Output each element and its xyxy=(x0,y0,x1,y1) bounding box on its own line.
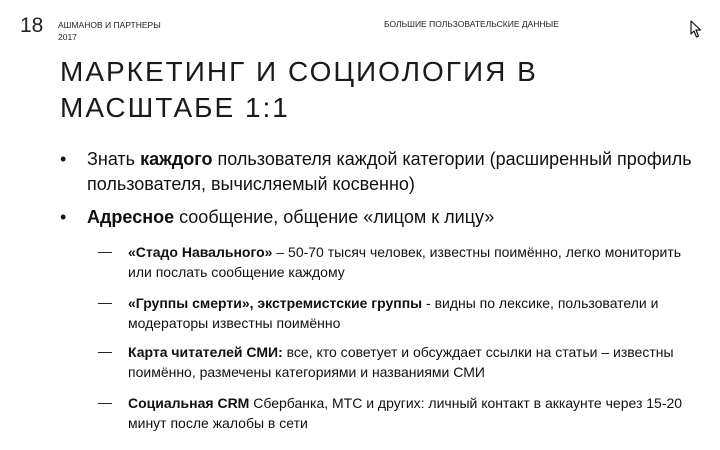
sub-item-dash: — xyxy=(98,294,112,310)
sub-item-text xyxy=(128,293,688,333)
bullet-text-bold: каждого xyxy=(140,149,213,169)
company-year: 2017 xyxy=(58,32,77,42)
page-number: 18 xyxy=(20,14,44,37)
sub-item-post: все, кто советует и обсуждает ссылки на статьи – известны поимённо, размечены категориями и названиями СМИ xyxy=(128,344,674,380)
sub-item-post: – 50-70 тысяч человек, известны поимённо, легко мониторить или послать сообщение каждому xyxy=(128,244,682,280)
bullet-text-post: пользователя каждой категории (расширенный профиль пользователя, вычисляемый косвенно) xyxy=(87,149,692,194)
sub-item-bold: «Группы смерти», экстремистские группы xyxy=(128,295,423,311)
slide-title-line-1: МАРКЕТИНГ И СОЦИОЛОГИЯ В xyxy=(60,56,538,87)
bullet-text xyxy=(87,147,697,197)
section-title: БОЛЬШИЕ ПОЛЬЗОВАТЕЛЬСКИЕ ДАННЫЕ xyxy=(384,19,559,29)
bullet-text-post: сообщение, общение «лицом к лицу» xyxy=(174,207,495,227)
sub-item-dash: — xyxy=(98,343,112,359)
company-name: АШМАНОВ И ПАРТНЕРЫ xyxy=(58,20,161,30)
sub-item-dash: — xyxy=(98,394,112,410)
bullet-text xyxy=(87,205,697,230)
sub-item-post: Сбербанка, МТС и других: личный контакт в аккаунте через 15-20 минут после жалобы в сети xyxy=(128,395,683,431)
sub-item-text xyxy=(128,342,688,382)
slide-title-line-2: МАСШТАБЕ 1:1 xyxy=(60,92,290,123)
slide-title xyxy=(60,54,660,126)
company-label xyxy=(58,19,161,43)
bullet-mark: • xyxy=(60,149,67,169)
sub-item-bold: Социальная CRM xyxy=(128,395,250,411)
sub-item-text xyxy=(128,393,688,433)
sub-item-bold: «Стадо Навального» xyxy=(128,244,273,260)
cursor-pointer-icon xyxy=(690,20,702,38)
sub-item-dash: — xyxy=(98,243,112,259)
bullet-text-bold: Адресное xyxy=(87,207,175,227)
bullet-text-pre: Знать xyxy=(87,149,141,169)
sub-item-bold: Карта читателей СМИ: xyxy=(128,344,283,360)
sub-item-text xyxy=(128,242,688,282)
sub-item-post: - видны по лексике, пользователи и модераторы известны поимённо xyxy=(128,295,659,331)
bullet-mark: • xyxy=(60,207,67,227)
